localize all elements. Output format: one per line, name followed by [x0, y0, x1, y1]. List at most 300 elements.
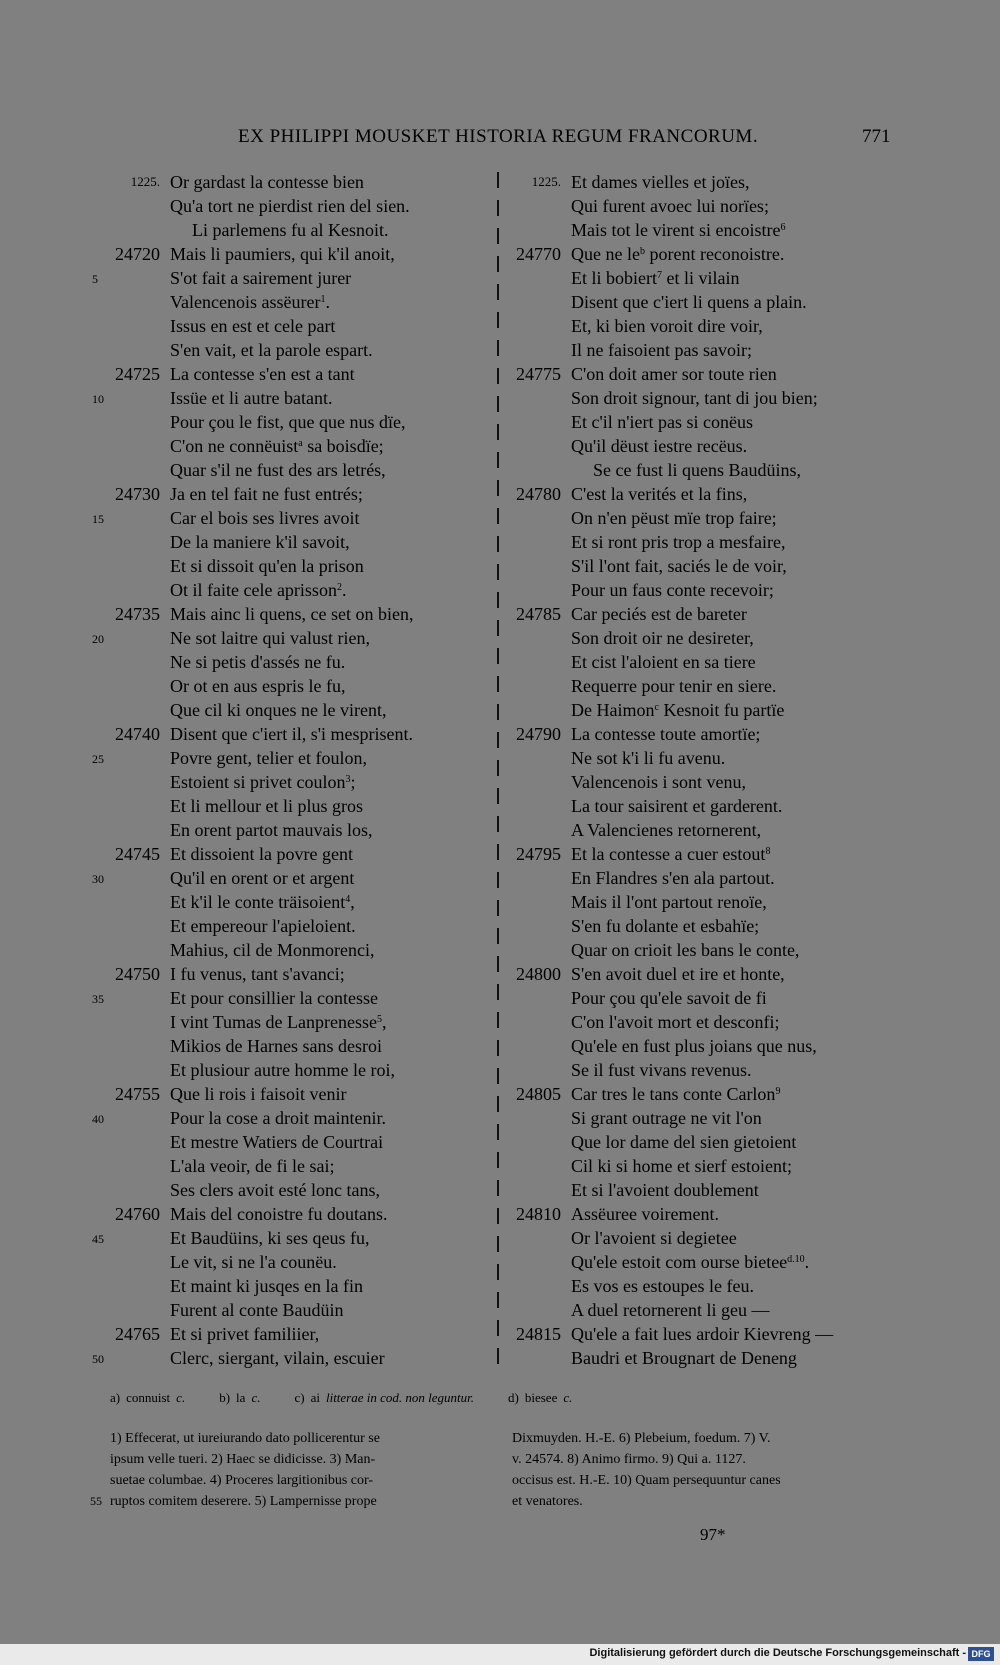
verse-text: [170, 1346, 385, 1370]
verse-text: [170, 362, 355, 386]
verse-line: [495, 1178, 935, 1202]
verse-number: 24790: [516, 724, 561, 744]
verse-words: Et li mellour et li plus gros: [170, 796, 363, 816]
verse-line: [0, 674, 495, 698]
verse-words: Et si l'avoient doublement: [571, 1180, 759, 1200]
verse-text: [571, 650, 756, 674]
verse-line: [495, 770, 935, 794]
footnote-marker: 4: [345, 894, 351, 905]
footnote-marker: 1: [320, 294, 326, 305]
footnote-marker: b: [639, 246, 645, 257]
verse-text: [571, 314, 763, 338]
verse-words: Mais del conoistre fu doutans.: [170, 1204, 388, 1224]
verse-words-after: ,: [381, 1012, 387, 1032]
verse-text: [571, 866, 775, 890]
verse-words: De Haimon: [571, 700, 655, 720]
verse-words: Pour la cose a droit maintenir.: [170, 1108, 386, 1128]
verse-text: [571, 530, 785, 554]
verse-number: 24765: [115, 1324, 160, 1344]
footnote-marker: c: [654, 702, 659, 713]
verse-line: [0, 170, 495, 194]
verse-text: [170, 266, 351, 290]
verse-words: Car tres le tans conte Carlon: [571, 1084, 776, 1104]
verse-line: [0, 1058, 495, 1082]
footnote-line: 1) Effecerat, ut iureiurando dato pollicerentur se: [110, 1431, 380, 1446]
verse-line: [495, 314, 935, 338]
verse-number: 24720: [115, 244, 160, 264]
verse-text: [170, 938, 374, 962]
verse-text: [571, 218, 785, 242]
verse-text: [170, 1058, 395, 1082]
verse-text: [571, 818, 761, 842]
verse-words: Mais il l'ont partout renoïe,: [571, 892, 767, 912]
verse-line: [0, 1226, 495, 1250]
verse-words: Valencenois assëurer: [170, 292, 321, 312]
verse-line: [0, 1130, 495, 1154]
verse-text: [170, 1298, 343, 1322]
verse-line: [0, 362, 495, 386]
left-verse-column: [0, 170, 495, 1370]
line-number: 20: [92, 632, 104, 646]
verse-text: [170, 1154, 334, 1178]
verse-text: [170, 1322, 319, 1346]
verse-words: Requerre pour tenir en siere.: [571, 676, 777, 696]
verse-line: [0, 1346, 495, 1370]
verse-words: Pour un faus conte recevoir;: [571, 580, 774, 600]
verse-line: [0, 386, 495, 410]
verse-text: [170, 554, 364, 578]
verse-text: [571, 890, 767, 914]
verse-words: Disent que c'iert li quens a plain.: [571, 292, 807, 312]
verse-text: [571, 1058, 751, 1082]
verse-words: Et si dissoit qu'en la prison: [170, 556, 364, 576]
footnote-marker: 3: [345, 774, 351, 785]
verse-line: [0, 650, 495, 674]
verse-text: [170, 746, 367, 770]
verse-words: Car el bois ses livres avoit: [170, 508, 360, 528]
verse-words: La tour saisirent et garderent.: [571, 796, 783, 816]
verse-words: Qu'ele estoit com ourse bietee: [571, 1252, 788, 1272]
verse-words: Estoient si privet coulon: [170, 772, 346, 792]
verse-words: Et maint ki jusqes en la fin: [170, 1276, 363, 1296]
verse-text: [571, 602, 747, 626]
verse-line: [495, 410, 935, 434]
verse-words: Pour çou qu'ele savoit de fi: [571, 988, 767, 1008]
verse-line: [495, 530, 935, 554]
verse-words: A duel retornerent li geu —: [571, 1300, 770, 1320]
verse-words: Es vos es estoupes le feu.: [571, 1276, 754, 1296]
verse-text: [170, 1130, 383, 1154]
footnote-line: ipsum velle tueri. 2) Haec se didicisse. 3) Man-: [110, 1452, 376, 1467]
footnote-marker: 9: [775, 1086, 781, 1097]
verse-text: [571, 986, 767, 1010]
line-number: 55: [90, 1494, 102, 1508]
verse-words: Et k'il le conte träisoient: [170, 892, 346, 912]
verse-words: La contesse toute amortïe;: [571, 724, 761, 744]
verse-words: Mikios de Harnes sans desroi: [170, 1036, 382, 1056]
verse-text: [571, 554, 787, 578]
verse-words: Ne si petis d'assés ne fu.: [170, 652, 346, 672]
verse-line: [495, 1346, 935, 1370]
verse-text: [170, 314, 335, 338]
verse-words: C'on doit amer sor toute rien: [571, 364, 777, 384]
verse-words: Et c'il n'iert pas si conëus: [571, 412, 753, 432]
verse-text: [170, 1082, 346, 1106]
verse-line: [0, 866, 495, 890]
verse-line: [0, 794, 495, 818]
verse-words: Que cil ki onques ne le virent,: [170, 700, 387, 720]
verse-line: [495, 1010, 935, 1034]
footnote-marker: 6: [780, 222, 786, 233]
verse-line: [495, 1106, 935, 1130]
verse-words: Povre gent, telier et foulon,: [170, 748, 367, 768]
verse-line: [0, 458, 495, 482]
footnote-marker: d.10: [787, 1254, 805, 1265]
footnote-line: [90, 1491, 495, 1512]
line-number: 35: [92, 992, 104, 1006]
verse-words: Quar on crioit les bans le conte,: [571, 940, 800, 960]
verse-words: Si grant outrage ne vit l'on: [571, 1108, 762, 1128]
verse-words: A Valencienes retornerent,: [571, 820, 762, 840]
verse-line: [495, 866, 935, 890]
verse-line: [0, 1202, 495, 1226]
verse-words: S'ot fait a sairement jurer: [170, 268, 352, 288]
line-number: 40: [92, 1112, 104, 1126]
verse-number: 1225.: [130, 174, 160, 189]
verse-words: Que lor dame del sien gietoient: [571, 1132, 797, 1152]
verse-line: [0, 602, 495, 626]
verse-text: [192, 218, 388, 242]
verse-line: [495, 818, 935, 842]
footnote-line: v. 24574. 8) Animo firmo. 9) Qui a. 1127.: [512, 1452, 746, 1467]
verse-words: Issus en est et cele part: [170, 316, 336, 336]
page-title: EX PHILIPPI MOUSKET HISTORIA REGUM FRANCORUM.: [238, 126, 759, 147]
verse-words: Ot il faite cele aprisson: [170, 580, 337, 600]
verse-line: [0, 218, 495, 242]
verse-text: [170, 530, 350, 554]
verse-line: [0, 818, 495, 842]
verse-text: [170, 386, 332, 410]
verse-text: [571, 482, 747, 506]
verse-words: S'en avoit duel et ire et honte,: [571, 964, 785, 984]
variant-note: c.: [563, 1390, 573, 1405]
verse-text: [170, 578, 346, 602]
footnotes-left: [90, 1428, 495, 1512]
verse-number: 24795: [516, 844, 561, 864]
variant-word: connuist: [126, 1390, 171, 1405]
verse-words: Et plusiour autre homme le roi,: [170, 1060, 395, 1080]
right-verse-column: [495, 170, 935, 1370]
verse-text: [170, 290, 330, 314]
verse-words: S'en fu dolante et esbahïe;: [571, 916, 760, 936]
footnote-line: et venatores.: [512, 1494, 583, 1509]
verse-text: [170, 482, 363, 506]
verse-line: [495, 602, 935, 626]
verse-text: [571, 1010, 779, 1034]
verse-text: [170, 1034, 382, 1058]
verse-words: Qu'il dëust iestre recëus.: [571, 436, 748, 456]
verse-words: Se il fust vivans revenus.: [571, 1060, 752, 1080]
variant-note: litterae in cod. non leguntur.: [325, 1390, 475, 1405]
signature-mark: 97*: [700, 1525, 726, 1544]
verse-text: [170, 338, 373, 362]
verse-words: Furent al conte Baudüin: [170, 1300, 344, 1320]
verse-text: [571, 290, 807, 314]
verse-text: [170, 602, 413, 626]
verse-number: 24770: [516, 244, 561, 264]
verse-line: [0, 1154, 495, 1178]
verse-line: [0, 698, 495, 722]
digitization-footer: [0, 1644, 1000, 1665]
verse-text: [170, 818, 372, 842]
verse-text: [571, 386, 818, 410]
verse-text: [571, 1226, 737, 1250]
verse-text: [571, 578, 774, 602]
verse-words: I vint Tumas de Lanprenesse: [170, 1012, 377, 1032]
verse-words: Or gardast la contesse bien: [170, 172, 364, 192]
verse-words: En Flandres s'en ala partout.: [571, 868, 775, 888]
verse-line: [495, 986, 935, 1010]
verse-words: En orent partot mauvais los,: [170, 820, 373, 840]
verse-line: [495, 1082, 935, 1106]
verse-number: 24785: [516, 604, 561, 624]
verse-text: [170, 1274, 363, 1298]
verse-line: [0, 530, 495, 554]
verse-line: [0, 746, 495, 770]
verse-line: [0, 914, 495, 938]
verse-words: Issüe et li autre batant.: [170, 388, 333, 408]
verse-line: [0, 290, 495, 314]
verse-text: [571, 698, 784, 722]
verse-text: [571, 434, 747, 458]
verse-line: [495, 746, 935, 770]
variant-reading: [219, 1390, 260, 1405]
verse-text: [571, 1034, 817, 1058]
footnote-marker: 8: [765, 846, 771, 857]
verse-line: [495, 362, 935, 386]
verse-line: [0, 962, 495, 986]
verse-line: [0, 1322, 495, 1346]
verse-text: [571, 1274, 754, 1298]
verse-text: [571, 266, 739, 290]
verse-words: Or l'avoient si degietee: [571, 1228, 737, 1248]
verse-words: Assëuree voirement.: [571, 1204, 719, 1224]
verse-number: 24815: [516, 1324, 561, 1344]
verse-words: L'ala veoir, de fi le sai;: [170, 1156, 335, 1176]
verse-line: [495, 1322, 935, 1346]
verse-text: [571, 1298, 769, 1322]
verse-words: C'est la verités et la fins,: [571, 484, 748, 504]
variant-note: c.: [176, 1390, 186, 1405]
verse-words: Cil ki si home et sierf estoient;: [571, 1156, 792, 1176]
verse-text: [170, 242, 395, 266]
verse-line: [495, 1202, 935, 1226]
verse-words: S'en vait, et la parole espart.: [170, 340, 373, 360]
verse-line: [0, 938, 495, 962]
running-header: [0, 126, 1000, 156]
footnote-line: Dixmuyden. H.-E. 6) Plebeium, foedum. 7) V.: [512, 1431, 771, 1446]
verse-text: [571, 410, 753, 434]
verse-words: Et si privet familiier,: [170, 1324, 320, 1344]
funding-notice: Digitalisierung gefördert durch die Deutsche Forschungsgemeinschaft -: [589, 1647, 966, 1659]
verse-text: [170, 770, 356, 794]
verse-text: [571, 1082, 780, 1106]
verse-words: Et mestre Watiers de Courtrai: [170, 1132, 384, 1152]
verse-words: On n'en pëust mïe trop faire;: [571, 508, 777, 528]
variant-label: b): [219, 1390, 231, 1405]
verse-line: [495, 626, 935, 650]
verse-line: [495, 914, 935, 938]
verse-text: [571, 1178, 759, 1202]
verse-text: [571, 1322, 833, 1346]
verse-line: [0, 266, 495, 290]
footnote-marker: 2: [336, 582, 342, 593]
verse-number: 24800: [516, 964, 561, 984]
verse-text: [170, 1202, 387, 1226]
verse-text: [593, 458, 801, 482]
verse-text: [170, 626, 370, 650]
verse-text: [571, 842, 770, 866]
verse-words-after: ,: [350, 892, 355, 912]
verse-words: Il ne faisoient pas savoir;: [571, 340, 752, 360]
verse-line: [495, 290, 935, 314]
verse-line: [0, 434, 495, 458]
verse-line: [495, 938, 935, 962]
verse-words-after: ;: [350, 772, 356, 792]
verse-text: [571, 1106, 762, 1130]
verse-words: Ne sot k'i li fu avenu.: [571, 748, 726, 768]
verse-line: [495, 1250, 935, 1274]
verse-words-after: .: [325, 292, 330, 312]
footnote-line: suetae columbae. 4) Proceres largitionibus cor-: [110, 1473, 374, 1488]
verse-line: [495, 650, 935, 674]
verse-text: [170, 458, 386, 482]
verse-text: [571, 362, 777, 386]
verse-text: [571, 674, 776, 698]
variant-label: a): [110, 1390, 121, 1405]
verse-line: [495, 242, 935, 266]
verse-text: [571, 794, 782, 818]
verse-number: 24740: [115, 724, 160, 744]
verse-words: Baudri et Brougnart de Deneng: [571, 1348, 797, 1368]
verse-text: [571, 242, 784, 266]
verse-words: Ja en tel fait ne fust entrés;: [170, 484, 363, 504]
verse-words: Et pour consillier la contesse: [170, 988, 378, 1008]
verse-line: [495, 266, 935, 290]
verse-text: [170, 962, 345, 986]
verse-words: De la maniere k'il savoit,: [170, 532, 350, 552]
verse-line: [0, 194, 495, 218]
verse-text: [170, 890, 355, 914]
verse-text: [571, 1154, 792, 1178]
verse-text: [571, 722, 760, 746]
verse-words: Qu'ele en fust plus joians que nus,: [571, 1036, 817, 1056]
verse-text: [571, 962, 785, 986]
verse-line: [495, 578, 935, 602]
variant-word: la: [236, 1390, 246, 1405]
verse-number: 24735: [115, 604, 160, 624]
verse-words: Quar s'il ne fust des ars letrés,: [170, 460, 386, 480]
verse-text: [170, 698, 386, 722]
verse-line: [0, 314, 495, 338]
verse-words: I fu venus, tant s'avanci;: [170, 964, 345, 984]
verse-line: [495, 1130, 935, 1154]
verse-line: [495, 194, 935, 218]
verse-text: [571, 770, 746, 794]
verse-line: [495, 458, 935, 482]
verse-line: [495, 218, 935, 242]
verse-words: Mais tot le virent si encoistre: [571, 220, 781, 240]
line-number: 30: [92, 872, 104, 886]
verse-line: [0, 1178, 495, 1202]
verse-words: Disent que c'iert il, s'i mesprisent.: [170, 724, 413, 744]
verse-text: [571, 1202, 719, 1226]
verse-words: Que ne le: [571, 244, 640, 264]
verse-text: [170, 794, 363, 818]
verse-text: [571, 1130, 796, 1154]
verse-line: [0, 1106, 495, 1130]
verse-line: [0, 626, 495, 650]
footnotes-right: [512, 1428, 900, 1512]
verse-text: [170, 434, 384, 458]
verse-text: [571, 338, 752, 362]
dfg-logo[interactable]: DFG: [968, 1647, 994, 1661]
line-number: 5: [92, 272, 98, 286]
verse-line: [495, 890, 935, 914]
verse-text: [170, 1106, 386, 1130]
verse-words: S'il l'ont fait, saciés le de voir,: [571, 556, 787, 576]
verse-words: Et cist l'aloient en sa tiere: [571, 652, 756, 672]
verse-text: [170, 410, 405, 434]
verse-words: Son droit signour, tant di jou bien;: [571, 388, 818, 408]
verse-words: Et dissoient la povre gent: [170, 844, 353, 864]
verse-words: C'on ne connëuist: [170, 436, 299, 456]
verse-line: [495, 842, 935, 866]
line-number: 45: [92, 1232, 104, 1246]
verse-words: Le vit, si ne l'a counëu.: [170, 1252, 337, 1272]
verse-words: Et empereour l'apieloient.: [170, 916, 356, 936]
verse-text: [170, 842, 353, 866]
verse-words: Ne sot laitre qui valust rien,: [170, 628, 370, 648]
verse-text: [571, 938, 799, 962]
variant-note: c.: [251, 1390, 261, 1405]
verse-line: [0, 1034, 495, 1058]
verse-text: [571, 746, 725, 770]
verse-text: [571, 1250, 809, 1274]
verse-number: 24775: [516, 364, 561, 384]
verse-line: [0, 1298, 495, 1322]
variant-reading: [110, 1390, 185, 1405]
verse-line: [0, 1082, 495, 1106]
verse-number: 24730: [115, 484, 160, 504]
verse-line: [495, 1154, 935, 1178]
verse-line: [0, 1010, 495, 1034]
verse-words-after: et li vilain: [661, 268, 740, 288]
verse-words: Et si ront pris trop a mesfaire,: [571, 532, 786, 552]
verse-number: 24805: [516, 1084, 561, 1104]
footnote-marker: 5: [376, 1014, 382, 1025]
verse-words: Or ot en aus espris le fu,: [170, 676, 346, 696]
verse-line: [495, 338, 935, 362]
verse-words-after: Kesnoit fu partïe: [658, 700, 785, 720]
verse-words: Qui furent avoec lui norïes;: [571, 196, 769, 216]
verse-words: Et Baudüins, ki ses qeus fu,: [170, 1228, 370, 1248]
verse-words: Valencenois i sont venu,: [571, 772, 746, 792]
verse-words: Car peciés est de bareter: [571, 604, 747, 624]
verse-words: Ses clers avoit esté lonc tans,: [170, 1180, 380, 1200]
verse-words: C'on l'avoit mort et desconfi;: [571, 1012, 780, 1032]
verse-words: Se ce fust li quens Baudüins,: [593, 460, 801, 480]
